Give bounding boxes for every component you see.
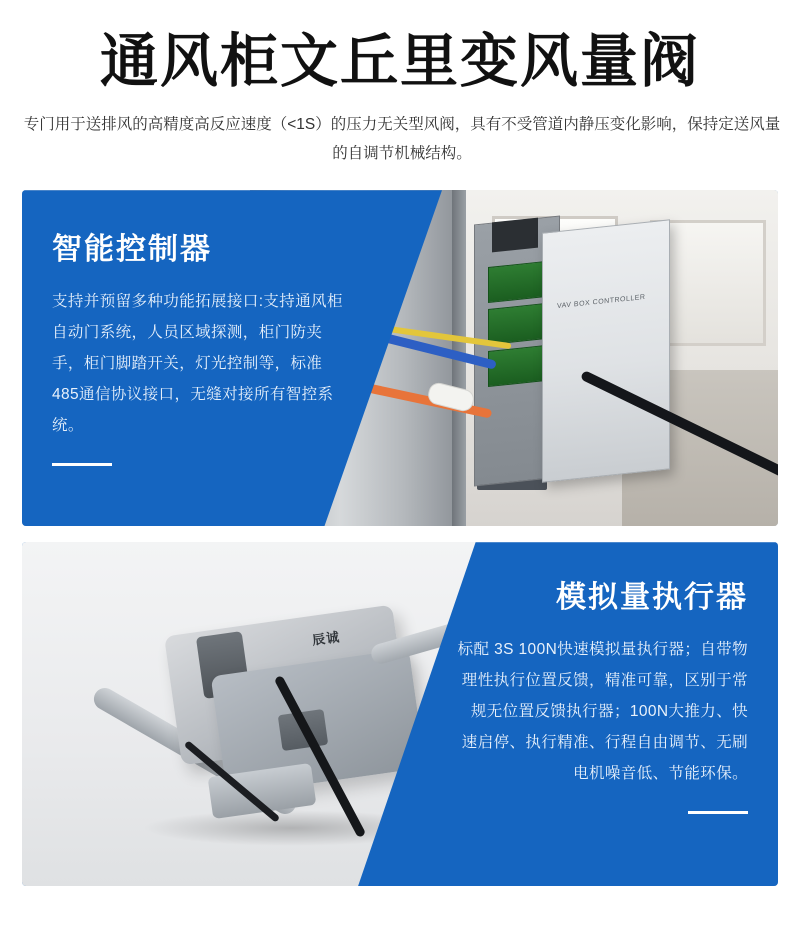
actuator-divider <box>688 811 748 814</box>
section-card-controller <box>22 190 778 526</box>
controller-title: 智能控制器 <box>52 233 212 267</box>
actuator-brand-label: 辰诚 <box>311 629 342 649</box>
actuator-body: 标配 3S 100N快速模拟量执行器；自带物理性执行位置反馈，精准可靠，区别于常规无位置反馈执行器；100N大推力、快速启停、执行精准、行程自由调节、无刷电机噪音低、节能环保。 <box>457 641 748 783</box>
terminal-block-green-2 <box>488 303 546 345</box>
controller-divider <box>52 463 112 466</box>
actuator-text-block <box>426 542 778 886</box>
controller-housing <box>542 220 670 483</box>
page-subtitle: 专门用于送排风的高精度高反应速度（<1S）的压力无关型风阀，具有不受管道内静压变化影响，保持定送风量的自调节机械结构。 <box>23 115 781 162</box>
terminal-block-green-1 <box>488 261 546 303</box>
section-card-actuator <box>22 542 778 886</box>
controller-body: 支持并预留多种功能拓展接口:支持通风柜自动门系统，人员区域探测，柜门防夹手，柜门脚踏开关，灯光控制等，标准485通信协议接口，无缝对接所有智控系统。 <box>52 293 343 435</box>
controller-text-block <box>22 190 374 526</box>
terminal-block-green-3 <box>488 345 546 387</box>
page-title: 通风柜文丘里变风量阀 <box>99 29 700 94</box>
page-header <box>22 0 781 168</box>
terminal-block-black <box>492 218 538 253</box>
actuator-title: 模拟量执行器 <box>556 581 748 615</box>
controller-device-label: VAV BOX CONTROLLER <box>557 294 646 311</box>
